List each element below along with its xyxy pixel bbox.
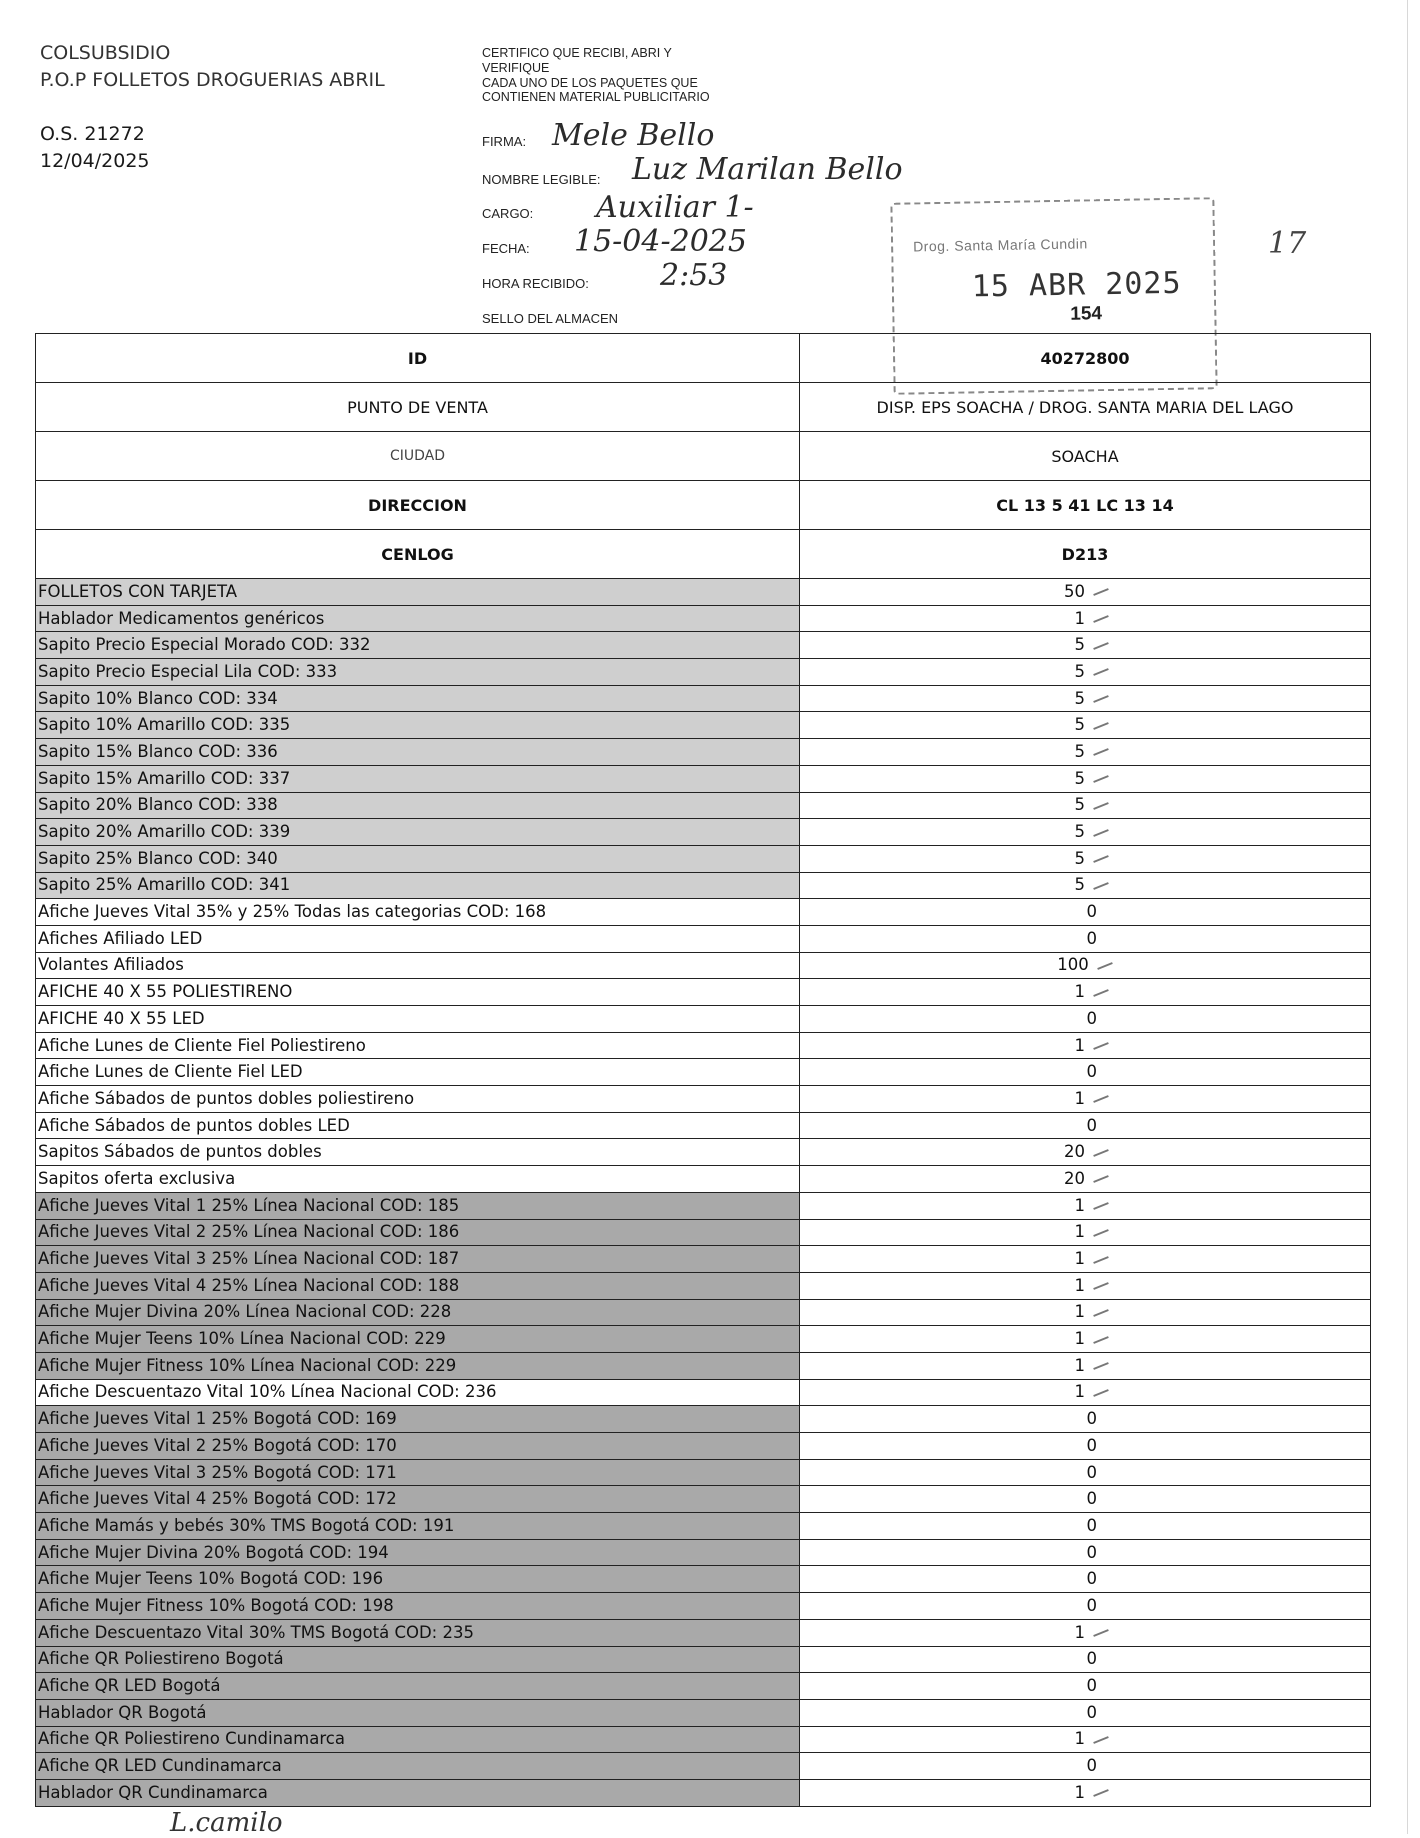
item-quantity: 5 xyxy=(1074,822,1085,842)
item-name: Afiche Jueves Vital 4 25% Bogotá COD: 172 xyxy=(36,1486,800,1513)
sello-label: SELLO DEL ALMACEN xyxy=(482,311,619,326)
item-quantity: 0 xyxy=(1086,1489,1097,1509)
check-mark-icon xyxy=(1093,588,1109,596)
item-row xyxy=(36,872,1371,899)
item-quantity: 1 xyxy=(1074,1729,1085,1749)
item-quantity-cell xyxy=(800,1673,1371,1700)
item-quantity-cell xyxy=(800,1326,1371,1353)
item-name: Afiche Mujer Teens 10% Bogotá COD: 196 xyxy=(36,1566,800,1593)
item-quantity-cell xyxy=(800,819,1371,846)
header-row-label: CENLOG xyxy=(36,530,800,579)
item-quantity: 20 xyxy=(1064,1142,1085,1162)
check-mark-icon xyxy=(1093,1042,1109,1050)
item-quantity-cell xyxy=(800,952,1371,979)
item-name: Afiche Mamás y bebés 30% TMS Bogotá COD: 191 xyxy=(36,1513,800,1540)
check-mark-icon xyxy=(1093,855,1109,863)
item-quantity-cell xyxy=(800,632,1371,659)
item-row xyxy=(36,899,1371,926)
item-quantity-cell xyxy=(800,1486,1371,1513)
cargo-value: Auxiliar 1- xyxy=(596,190,754,225)
item-quantity-cell xyxy=(800,1192,1371,1219)
item-quantity-cell xyxy=(800,979,1371,1006)
item-quantity: 5 xyxy=(1074,875,1085,895)
bottom-handwritten-note: L.camilo xyxy=(170,1808,283,1838)
check-mark-icon xyxy=(1093,1629,1109,1637)
item-quantity: 1 xyxy=(1074,1035,1085,1055)
item-row xyxy=(36,579,1371,606)
item-quantity: 1 xyxy=(1074,1302,1085,1322)
item-quantity-cell xyxy=(800,792,1371,819)
item-quantity-cell xyxy=(800,1646,1371,1673)
item-row xyxy=(36,845,1371,872)
item-quantity-cell xyxy=(800,685,1371,712)
item-quantity: 5 xyxy=(1074,848,1085,868)
item-quantity: 0 xyxy=(1086,1542,1097,1562)
check-mark-icon xyxy=(1093,1362,1109,1370)
header-row xyxy=(36,481,1371,530)
header-row-value: CL 13 5 41 LC 13 14 xyxy=(800,481,1371,530)
item-name: Sapito 15% Blanco COD: 336 xyxy=(36,739,800,766)
item-quantity: 1 xyxy=(1074,1275,1085,1295)
item-quantity-cell xyxy=(800,1166,1371,1193)
item-quantity-cell xyxy=(800,1352,1371,1379)
side-handwritten-mark: 17 xyxy=(1268,226,1307,261)
item-quantity: 1 xyxy=(1074,1195,1085,1215)
item-row xyxy=(36,1379,1371,1406)
item-quantity: 1 xyxy=(1074,1382,1085,1402)
stamp-store-name: Drog. Santa María Cundin xyxy=(912,235,1088,255)
item-row xyxy=(36,1272,1371,1299)
item-quantity-cell xyxy=(800,845,1371,872)
check-mark-icon xyxy=(1093,722,1109,730)
item-quantity-cell xyxy=(800,1086,1371,1113)
hora-label: HORA RECIBIDO: xyxy=(482,276,589,291)
check-mark-icon xyxy=(1093,695,1109,703)
header-row-value: D213 xyxy=(800,530,1371,579)
item-name: Hablador Medicamentos genéricos xyxy=(36,605,800,632)
item-row xyxy=(36,979,1371,1006)
item-quantity-cell xyxy=(800,1379,1371,1406)
header-row xyxy=(36,334,1371,383)
item-quantity: 1 xyxy=(1074,1355,1085,1375)
check-mark-icon xyxy=(1093,1309,1109,1317)
item-quantity-cell xyxy=(800,1779,1371,1806)
item-row xyxy=(36,1619,1371,1646)
item-quantity-cell xyxy=(800,765,1371,792)
item-quantity-cell xyxy=(800,1032,1371,1059)
check-mark-icon xyxy=(1093,615,1109,623)
item-quantity: 0 xyxy=(1086,1062,1097,1082)
item-quantity: 0 xyxy=(1086,1569,1097,1589)
item-quantity-cell xyxy=(800,1299,1371,1326)
item-quantity-cell xyxy=(800,1459,1371,1486)
item-row xyxy=(36,1673,1371,1700)
item-row xyxy=(36,1406,1371,1433)
item-name: Afiche Lunes de Cliente Fiel LED xyxy=(36,1059,800,1086)
nombre-label: NOMBRE LEGIBLE: xyxy=(482,172,601,187)
item-row xyxy=(36,1326,1371,1353)
item-quantity: 0 xyxy=(1086,1702,1097,1722)
item-quantity: 0 xyxy=(1086,1115,1097,1135)
item-name: FOLLETOS CON TARJETA xyxy=(36,579,800,606)
item-row xyxy=(36,819,1371,846)
check-mark-icon xyxy=(1093,802,1109,810)
item-name: Afiche Mujer Fitness 10% Bogotá COD: 198 xyxy=(36,1593,800,1620)
item-quantity: 5 xyxy=(1074,688,1085,708)
item-row xyxy=(36,1459,1371,1486)
item-name: Sapitos Sábados de puntos dobles xyxy=(36,1139,800,1166)
check-mark-icon xyxy=(1093,989,1109,997)
check-mark-icon xyxy=(1093,1389,1109,1397)
item-quantity: 1 xyxy=(1074,608,1085,628)
item-name: Sapito 25% Blanco COD: 340 xyxy=(36,845,800,872)
item-row xyxy=(36,1166,1371,1193)
item-row xyxy=(36,1299,1371,1326)
item-name: Afiche Lunes de Cliente Fiel Poliestireno xyxy=(36,1032,800,1059)
item-quantity: 0 xyxy=(1086,1008,1097,1028)
item-name: AFICHE 40 X 55 LED xyxy=(36,1006,800,1033)
item-row xyxy=(36,1753,1371,1780)
check-mark-icon xyxy=(1093,1789,1109,1797)
check-mark-icon xyxy=(1093,1176,1109,1184)
item-quantity-cell xyxy=(800,1513,1371,1540)
item-name: Afiche Jueves Vital 3 25% Línea Nacional COD: 187 xyxy=(36,1246,800,1273)
item-quantity: 1 xyxy=(1074,1782,1085,1802)
item-row xyxy=(36,1699,1371,1726)
item-quantity: 1 xyxy=(1074,1088,1085,1108)
item-quantity: 1 xyxy=(1074,1249,1085,1269)
delivery-table xyxy=(35,333,1371,1807)
item-name: Sapito 20% Blanco COD: 338 xyxy=(36,792,800,819)
item-quantity: 0 xyxy=(1086,902,1097,922)
cert-line: CADA UNO DE LOS PAQUETES QUE xyxy=(482,75,698,90)
item-quantity: 5 xyxy=(1074,741,1085,761)
item-quantity-cell xyxy=(800,1433,1371,1460)
item-quantity-cell xyxy=(800,925,1371,952)
check-mark-icon xyxy=(1093,1336,1109,1344)
item-row xyxy=(36,1219,1371,1246)
check-mark-icon xyxy=(1093,1095,1109,1103)
item-quantity-cell xyxy=(800,1006,1371,1033)
item-name: Afiche Jueves Vital 1 25% Línea Nacional COD: 185 xyxy=(36,1192,800,1219)
item-quantity: 5 xyxy=(1074,768,1085,788)
order-number: O.S. 21272 xyxy=(40,123,145,146)
item-name: Sapitos oferta exclusiva xyxy=(36,1166,800,1193)
item-quantity-cell xyxy=(800,1593,1371,1620)
header-row-value: 40272800 xyxy=(800,334,1371,383)
item-quantity: 0 xyxy=(1086,1756,1097,1776)
document-header xyxy=(40,40,385,174)
item-name: AFICHE 40 X 55 POLIESTIRENO xyxy=(36,979,800,1006)
item-row xyxy=(36,605,1371,632)
item-row xyxy=(36,952,1371,979)
header-row-label: CIUDAD xyxy=(36,432,800,481)
item-name: Afiche Descuentazo Vital 30% TMS Bogotá COD: 235 xyxy=(36,1619,800,1646)
item-quantity-cell xyxy=(800,1753,1371,1780)
firma-label: FIRMA: xyxy=(482,134,527,149)
header-row-label: PUNTO DE VENTA xyxy=(36,383,800,432)
item-quantity: 0 xyxy=(1086,1409,1097,1429)
item-row xyxy=(36,712,1371,739)
item-row xyxy=(36,765,1371,792)
item-name: Afiche Mujer Teens 10% Línea Nacional COD: 229 xyxy=(36,1326,800,1353)
item-quantity-cell xyxy=(800,605,1371,632)
item-name: Sapito 25% Amarillo COD: 341 xyxy=(36,872,800,899)
item-row xyxy=(36,1779,1371,1806)
check-mark-icon xyxy=(1093,1282,1109,1290)
item-name: Afiche Mujer Divina 20% Bogotá COD: 194 xyxy=(36,1539,800,1566)
item-quantity: 1 xyxy=(1074,982,1085,1002)
item-name: Afiche QR LED Cundinamarca xyxy=(36,1753,800,1780)
header-row-label: DIRECCION xyxy=(36,481,800,530)
item-row xyxy=(36,1726,1371,1753)
cert-line: CERTIFICO QUE RECIBI, ABRI Y xyxy=(482,46,672,60)
item-row xyxy=(36,1192,1371,1219)
item-quantity: 5 xyxy=(1074,661,1085,681)
item-name: Afiches Afiliado LED xyxy=(36,925,800,952)
item-name: Afiche QR Poliestireno Bogotá xyxy=(36,1646,800,1673)
item-name: Afiche Jueves Vital 1 25% Bogotá COD: 169 xyxy=(36,1406,800,1433)
cert-line: CONTIENEN MATERIAL PUBLICITARIO xyxy=(482,90,710,105)
check-mark-icon xyxy=(1093,1229,1109,1237)
item-quantity-cell xyxy=(800,739,1371,766)
item-name: Sapito 10% Blanco COD: 334 xyxy=(36,685,800,712)
item-row xyxy=(36,925,1371,952)
item-quantity-cell xyxy=(800,1699,1371,1726)
item-quantity: 1 xyxy=(1074,1329,1085,1349)
item-row xyxy=(36,685,1371,712)
item-row xyxy=(36,1352,1371,1379)
item-quantity-cell xyxy=(800,1406,1371,1433)
item-name: Afiche Mujer Fitness 10% Línea Nacional COD: 229 xyxy=(36,1352,800,1379)
item-quantity: 1 xyxy=(1074,1622,1085,1642)
item-row xyxy=(36,1433,1371,1460)
check-mark-icon xyxy=(1093,1149,1109,1157)
item-quantity: 0 xyxy=(1086,928,1097,948)
item-quantity-cell xyxy=(800,1059,1371,1086)
item-quantity-cell xyxy=(800,579,1371,606)
header-row-label: ID xyxy=(36,334,800,383)
item-row xyxy=(36,739,1371,766)
campaign-name: P.O.P FOLLETOS DROGUERIAS ABRIL xyxy=(40,68,385,91)
item-row xyxy=(36,632,1371,659)
item-quantity: 5 xyxy=(1074,715,1085,735)
item-name: Afiche Sábados de puntos dobles poliestireno xyxy=(36,1086,800,1113)
item-name: Sapito 20% Amarillo COD: 339 xyxy=(36,819,800,846)
item-row xyxy=(36,1593,1371,1620)
item-name: Afiche QR Poliestireno Cundinamarca xyxy=(36,1726,800,1753)
item-quantity: 1 xyxy=(1074,1222,1085,1242)
check-mark-icon xyxy=(1093,749,1109,757)
delivery-table-body xyxy=(36,334,1371,1807)
item-row xyxy=(36,1086,1371,1113)
scan-edge xyxy=(1407,0,1408,1834)
check-mark-icon xyxy=(1097,962,1113,970)
item-row xyxy=(36,792,1371,819)
item-name: Hablador QR Bogotá xyxy=(36,1699,800,1726)
item-name: Afiche Jueves Vital 4 25% Línea Nacional COD: 188 xyxy=(36,1272,800,1299)
item-quantity: 0 xyxy=(1086,1435,1097,1455)
item-quantity: 20 xyxy=(1064,1168,1085,1188)
item-row xyxy=(36,1513,1371,1540)
check-mark-icon xyxy=(1093,882,1109,890)
item-row xyxy=(36,1032,1371,1059)
item-quantity-cell xyxy=(800,712,1371,739)
item-quantity-cell xyxy=(800,1566,1371,1593)
fecha-value: 15-04-2025 xyxy=(574,224,747,259)
fecha-label: FECHA: xyxy=(482,241,530,256)
order-date: 12/04/2025 xyxy=(40,149,150,172)
item-quantity-cell xyxy=(800,659,1371,686)
item-name: Sapito 15% Amarillo COD: 337 xyxy=(36,765,800,792)
item-quantity: 0 xyxy=(1086,1515,1097,1535)
firma-signature: Mele Bello xyxy=(552,118,715,153)
item-quantity: 5 xyxy=(1074,635,1085,655)
header-row xyxy=(36,530,1371,579)
item-name: Hablador QR Cundinamarca xyxy=(36,1779,800,1806)
item-name: Afiche Jueves Vital 2 25% Bogotá COD: 170 xyxy=(36,1433,800,1460)
cargo-label: CARGO: xyxy=(482,206,534,221)
company-name: COLSUBSIDIO xyxy=(40,42,171,64)
item-quantity-cell xyxy=(800,1112,1371,1139)
item-name: Afiche QR LED Bogotá xyxy=(36,1673,800,1700)
item-row xyxy=(36,1059,1371,1086)
nombre-value: Luz Marilan Bello xyxy=(632,152,903,187)
item-row xyxy=(36,1566,1371,1593)
header-row-value: DISP. EPS SOACHA / DROG. SANTA MARIA DEL LAGO xyxy=(800,383,1371,432)
stamp-date: 15 ABR 2025 xyxy=(971,265,1182,305)
item-name: Afiche Mujer Divina 20% Línea Nacional COD: 228 xyxy=(36,1299,800,1326)
header-row-value: SOACHA xyxy=(800,432,1371,481)
header-row xyxy=(36,383,1371,432)
header-row xyxy=(36,432,1371,481)
item-quantity-cell xyxy=(800,1139,1371,1166)
item-quantity: 50 xyxy=(1064,581,1085,601)
item-row xyxy=(36,1539,1371,1566)
item-quantity: 100 xyxy=(1057,955,1089,975)
stamp-number: 154 xyxy=(1070,303,1103,325)
check-mark-icon xyxy=(1093,1202,1109,1210)
item-name: Afiche Sábados de puntos dobles LED xyxy=(36,1112,800,1139)
item-quantity: 5 xyxy=(1074,795,1085,815)
item-row xyxy=(36,1006,1371,1033)
item-name: Sapito Precio Especial Morado COD: 332 xyxy=(36,632,800,659)
item-quantity-cell xyxy=(800,1246,1371,1273)
item-quantity-cell xyxy=(800,1272,1371,1299)
certification-text xyxy=(482,46,802,105)
item-row xyxy=(36,1139,1371,1166)
item-row xyxy=(36,1246,1371,1273)
item-quantity: 0 xyxy=(1086,1595,1097,1615)
item-row xyxy=(36,1486,1371,1513)
item-quantity-cell xyxy=(800,872,1371,899)
cert-line: VERIFIQUE xyxy=(482,60,550,75)
item-name: Afiche Jueves Vital 35% y 25% Todas las categorias COD: 168 xyxy=(36,899,800,926)
item-quantity-cell xyxy=(800,899,1371,926)
item-row xyxy=(36,1112,1371,1139)
item-name: Afiche Jueves Vital 3 25% Bogotá COD: 171 xyxy=(36,1459,800,1486)
check-mark-icon xyxy=(1093,1256,1109,1264)
item-name: Sapito Precio Especial Lila COD: 333 xyxy=(36,659,800,686)
item-name: Volantes Afiliados xyxy=(36,952,800,979)
item-name: Afiche Jueves Vital 2 25% Línea Nacional COD: 186 xyxy=(36,1219,800,1246)
check-mark-icon xyxy=(1093,775,1109,783)
hora-value: 2:53 xyxy=(660,258,728,293)
item-name: Afiche Descuentazo Vital 10% Línea Nacional COD: 236 xyxy=(36,1379,800,1406)
check-mark-icon xyxy=(1093,668,1109,676)
item-quantity-cell xyxy=(800,1619,1371,1646)
check-mark-icon xyxy=(1093,1736,1109,1744)
item-quantity: 0 xyxy=(1086,1676,1097,1696)
item-quantity-cell xyxy=(800,1539,1371,1566)
item-row xyxy=(36,1646,1371,1673)
check-mark-icon xyxy=(1093,642,1109,650)
item-row xyxy=(36,659,1371,686)
item-quantity: 0 xyxy=(1086,1649,1097,1669)
item-name: Sapito 10% Amarillo COD: 335 xyxy=(36,712,800,739)
check-mark-icon xyxy=(1093,829,1109,837)
item-quantity: 0 xyxy=(1086,1462,1097,1482)
item-quantity-cell xyxy=(800,1726,1371,1753)
item-quantity-cell xyxy=(800,1219,1371,1246)
